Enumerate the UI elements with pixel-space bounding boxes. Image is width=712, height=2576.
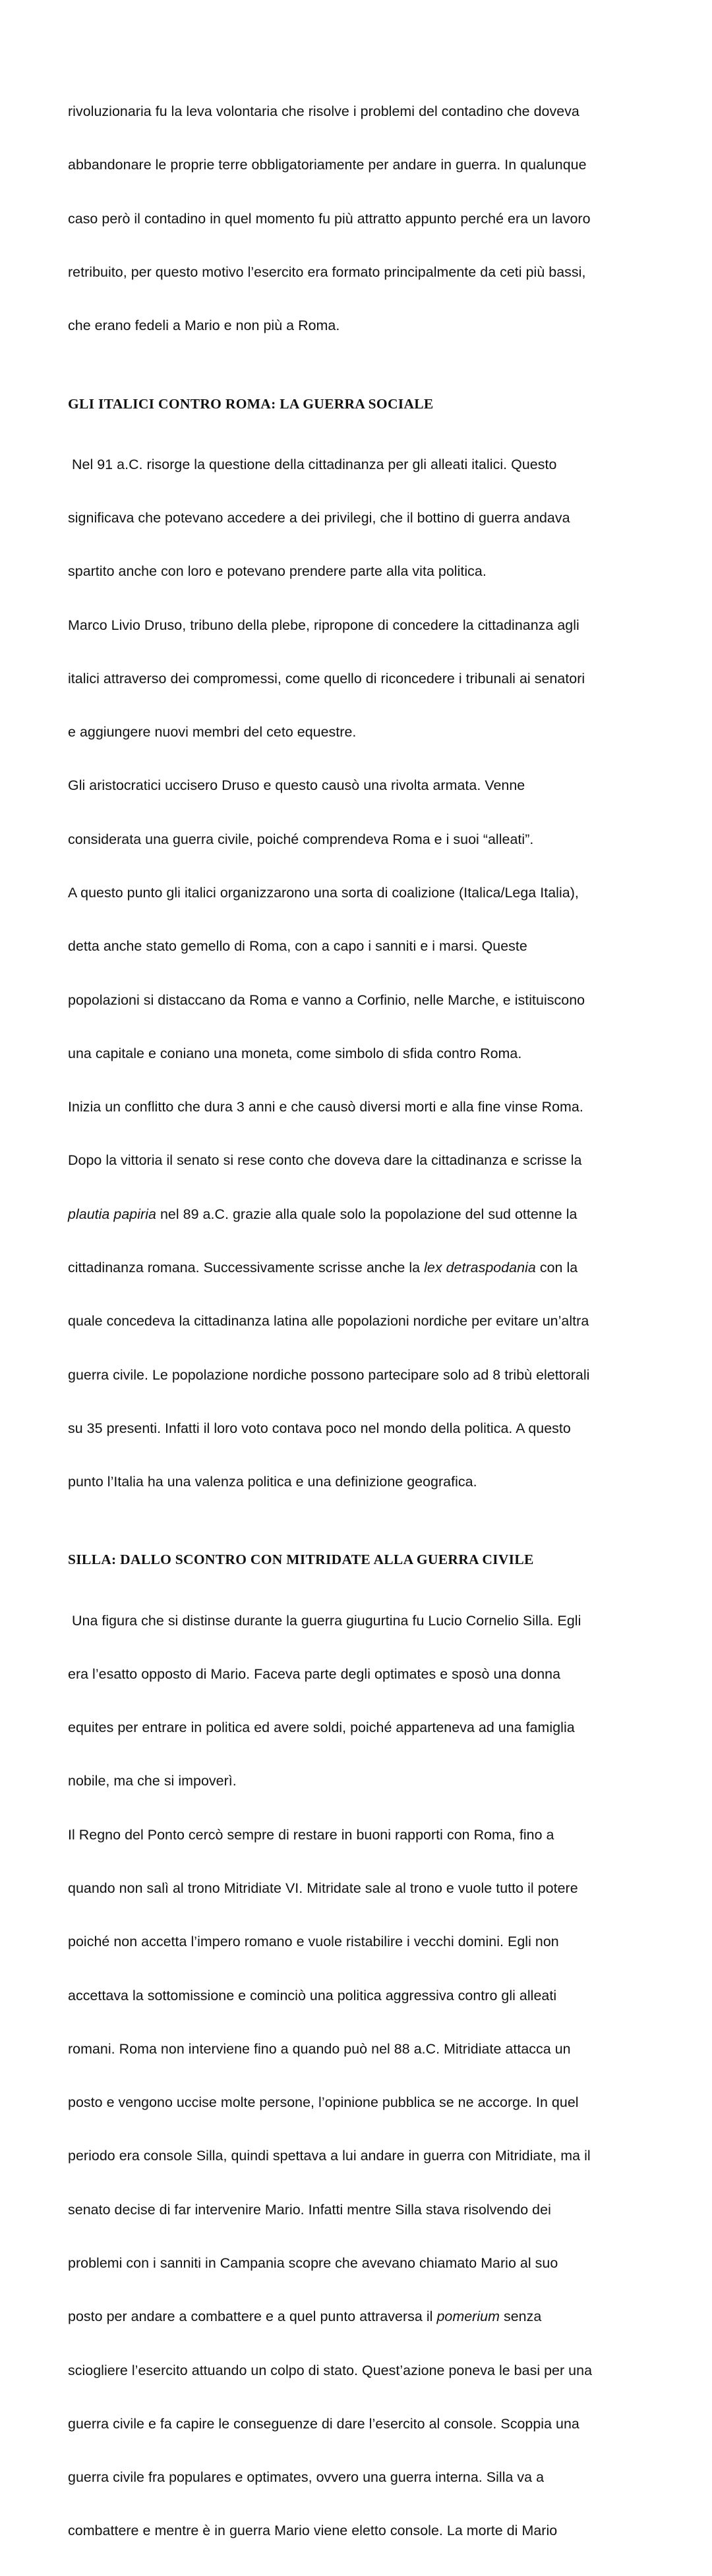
section-body-guerra-sociale: [68, 420, 648, 1527]
italic-term-lex-detraspodania: lex detraspodania: [424, 1260, 536, 1275]
italic-term-pomerium: pomerium: [436, 2309, 500, 2325]
text-line: sciogliere l’esercito attuando un colpo di stato. Quest’azione poneva le basi per una: [68, 2362, 593, 2378]
text-line: accettava la sottomissione e cominciò una politica aggressiva contro gli alleati: [68, 1987, 557, 2003]
text-line: caso però il contadino in quel momento fu più attratto appunto perché era un lavoro: [68, 210, 591, 227]
text-line: abbandonare le proprie terre obbligatoriamente per andare in guerra. In qualunque: [68, 157, 587, 173]
text-line: italici attraverso dei compromessi, come quello di riconcedere i tribunali ai senatori: [68, 670, 585, 686]
text-line: A questo punto gli italici organizzarono una sorta di coalizione (Italica/Lega Italia),: [68, 885, 579, 901]
text-line: era l’esatto opposto di Mario. Faceva parte degli optimates e sposò una donna: [68, 1666, 561, 1682]
text-line: Dopo la vittoria il senato si rese conto che doveva dare la cittadinanza e scrisse la: [68, 1152, 582, 1169]
text-line: popolazioni si distaccano da Roma e vanno a Corfinio, nelle Marche, e istituiscono: [68, 992, 585, 1008]
text-line: Il Regno del Ponto cercò sempre di restare in buoni rapporti con Roma, fino a: [68, 1826, 554, 1843]
text-line: guerra civile. Le popolazione nordiche possono partecipare solo ad 8 tribù elettorali: [68, 1366, 590, 1383]
text-line: nobile, ma che si impoverì.: [68, 1773, 237, 1789]
text-line: rivoluzionaria fu la leva volontaria che risolve i problemi del contadino che doveva: [68, 103, 579, 120]
intro-paragraph: [68, 67, 648, 371]
text-line: romani. Roma non interviene fino a quando può nel 88 a.C. Mitridiate attacca un: [68, 2040, 571, 2057]
text-line: senato decise di far intervenire Mario. Infatti mentre Silla stava risolvendo dei: [68, 2201, 551, 2218]
italic-term-plautia-papiria: plautia papiria: [68, 1206, 156, 1222]
text-span: senza: [499, 2309, 542, 2325]
text-line: [68, 1259, 648, 1277]
text-line: una capitale e coniano una moneta, come simbolo di sfida contro Roma.: [68, 1045, 522, 1061]
text-line: guerra civile e fa capire le conseguenze di dare l’esercito al console. Scoppia una: [68, 2415, 579, 2432]
text-line: detta anche stato gemello di Roma, con a capo i sanniti e i marsi. Queste: [68, 938, 527, 955]
section-heading-silla: SILLA: DALLO SCONTRO CON MITRIDATE ALLA GUERRA CIVILE: [68, 1552, 534, 1568]
text-line: su 35 presenti. Infatti il loro voto contava poco nel mondo della politica. A questo: [68, 1420, 571, 1436]
text-line: [68, 1206, 648, 1223]
text-line: spartito anche con loro e potevano prendere parte alla vita politica.: [68, 563, 487, 580]
text-line: che erano fedeli a Mario e non più a Roma.: [68, 318, 340, 334]
text-span: con la: [535, 1260, 578, 1275]
text-line: equites per entrare in politica ed avere soldi, poiché apparteneva ad una famiglia: [68, 1720, 575, 1736]
text-line: quale concedeva la cittadinanza latina alle popolazioni nordiche per evitare un’altra: [68, 1313, 589, 1330]
text-line: significava che potevano accedere a dei privilegi, che il bottino di guerra andava: [68, 510, 570, 526]
text-line: Marco Livio Druso, tribuno della plebe, ripropone di concedere la cittadinanza agli: [68, 617, 579, 633]
text-line: problemi con i sanniti in Campania scopre che avevano chiamato Mario al suo: [68, 2254, 558, 2271]
text-line: retribuito, per questo motivo l’esercito era formato principalmente da ceti più bassi,: [68, 264, 586, 281]
text-span: posto per andare a combattere e a quel punto attraversa il: [68, 2309, 437, 2325]
text-line: combattere e mentre è in guerra Mario viene eletto console. La morte di Mario: [68, 2523, 558, 2539]
text-line: Una figura che si distinse durante la guerra giugurtina fu Lucio Cornelio Silla. Egli: [68, 1612, 581, 1629]
text-line: guerra civile fra populares e optimates, ovvero una guerra interna. Silla va a: [68, 2469, 545, 2486]
section-body-silla: [68, 1576, 648, 2575]
text-line: periodo era console Silla, quindi spettava a lui andare in guerra con Mitridiate, ma il: [68, 2148, 591, 2164]
text-span: nel 89 a.C. grazie alla quale solo la popolazione del sud ottenne la: [156, 1206, 578, 1222]
text-line: Gli aristocratici uccisero Druso e questo causò una rivolta armata. Venne: [68, 777, 525, 794]
text-line: Nel 91 a.C. risorge la questione della cittadinanza per gli alleati italici. Questo: [68, 456, 557, 472]
text-line: quando non salì al trono Mitridiate VI. Mitridate sale al trono e vuole tutto il potere: [68, 1880, 578, 1896]
text-line: [68, 2308, 648, 2326]
text-line: poiché non accetta l’impero romano e vuole ristabilire i vecchi domini. Egli non: [68, 1934, 559, 1950]
section-heading-guerra-sociale: GLI ITALICI CONTRO ROMA: LA GUERRA SOCIALE: [68, 395, 434, 412]
text-line: posto e vengono uccise molte persone, l’opinione pubblica se ne accorge. In quel: [68, 2094, 579, 2111]
text-line: Inizia un conflitto che dura 3 anni e che causò diversi morti e alla fine vinse Roma.: [68, 1099, 583, 1115]
text-line: punto l’Italia ha una valenza politica e una definizione geografica.: [68, 1474, 477, 1490]
text-span: cittadinanza romana. Successivamente scrisse anche la: [68, 1260, 425, 1275]
document-page: [68, 67, 648, 2576]
text-line: considerata una guerra civile, poiché comprendeva Roma e i suoi “alleati”.: [68, 831, 534, 847]
text-line: e aggiungere nuovi membri del ceto equestre.: [68, 724, 357, 741]
